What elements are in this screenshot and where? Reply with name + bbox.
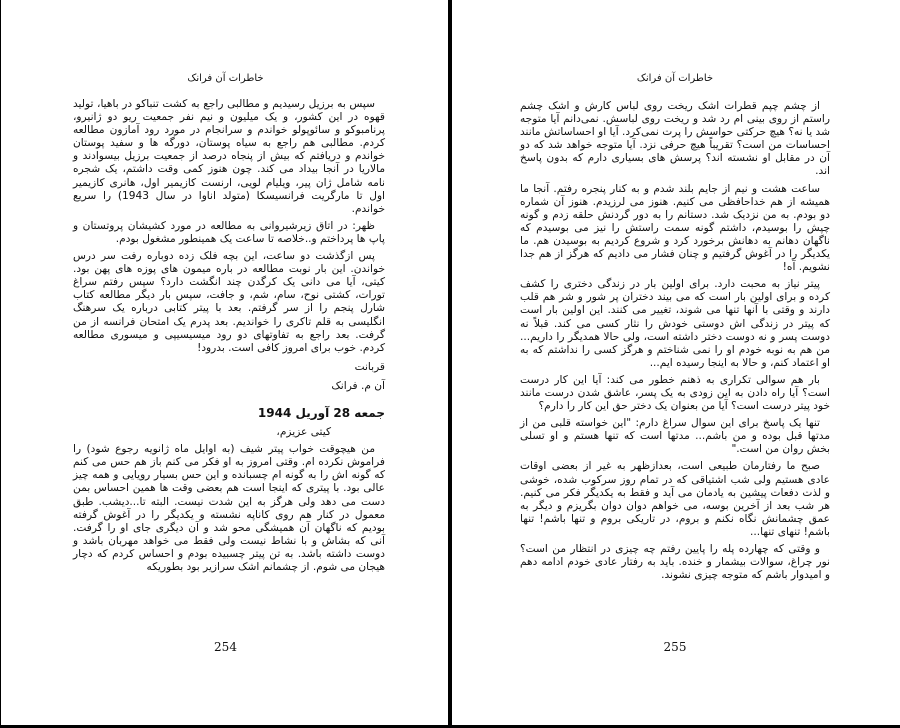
signature: آن م. فرانک (331, 379, 385, 392)
page-number: 254 (214, 640, 237, 654)
book-spine-divider (448, 0, 452, 728)
paragraph: و وقتی که چهارده پله را پایین رفتم چه چیزی در انتظار من است؟ نور چراغ، سوالات بیشمار و خنده. باید به رفتار عادی خودم ادامه دهم و امیدوار باشم که متوجه چیزی نشوند. (520, 543, 830, 582)
closing: قربانت (354, 360, 385, 373)
paragraph: بار هم سوالی تکراری به ذهنم خطور می کند: آیا این کار درست است؟ آیا راه دادن به این زودی به یک پسر، عاشق شدن درست مانند خود پیتر درست است؟ آیا من بعنوان یک دختر حق این کار را دارم؟ (520, 373, 830, 413)
paragraph: تنها یک پاسخ برای این سوال سراغ دارم: "این خواسته قلبی من از مدتها قبل بوده و من باشم... مدتها است که تنها هستم و او تسلی بخش روان من است." (520, 417, 830, 456)
paragraph: سپس به برزیل رسیدیم و مطالبی راجع به کشت تنباکو در باهیا، تولید قهوه در این کشور، و یک میلیون و نیم نفر جمعیت ریو دو ژانیرو، پرنامبوکو و سائوپولو خواندم و سرانجام در مورد رود آمازون مطالعه کردم. مطالبی هم راجع به سیاه پوستان، دورگه ها و سفید پوستان خواندم و دریافتم که بیش از پنجاه درصد از جمعیت برزیل بیسوادند و مالاریا در آنجا بیداد می کند. چون هنوز کمی وقت داشتم، یک شجره نامه شامل ژان پیر، ویلیام لویی، ارنست کازیمیر اول، هانری کازیمیر اول تا مارگریت فرانسیسکا (متولد اناوا در سال 1943) را سریع خواندم. (73, 98, 385, 215)
paragraph: پس ازگذشت دو ساعت، این بچه فلک زده دوباره رفت سر درس خواندن. این بار نوبت مطالعه در باره میمون های پوزه های پهن بود. کیتی، آیا می دانی یک کرگدن چند انگشت دارد؟ سپس رفتم سراغ تورات، کشتی نوح، سام، شم، و جافت، سپس بار دیگر مطالعه کتاب شارل پنجم را از سر گرفتم. بعد با پیتر کتابی درباره یک سرهنگ انگلیسی به قلم تاکری را خواندیم. بعد پدرم یک امتحان فرانسه از من گرفت. بعد راجع به تفاوتهای دو رود میسیسیپی و میسوری مطالعه کردم. خوب برای امروز کافی است. بدرود! (73, 250, 385, 354)
paragraph: ساعت هشت و نیم از جایم بلند شدم و به کنار پنجره رفتم. آنجا ما همیشه از هم خداحافظی می کنیم. هنوز می لرزیدم. هنوز آن شماره دو بودم. به من نزدیک شد. دستانم را به دور گردنش حلقه زدم و گونه چپش را بوسیدم، داشتم گونه سمت راستش را نیز می بوسیدم که ناگهان دهانم به دهانش برخورد کرد و شروع کردیم به بوسیدن هم. ما یکدیگر را در آغوش گرفتیم و چنان فشار می دادیم که هرگز از هم جدا نشویم. آه! (520, 182, 830, 274)
salutation: کیتی عزیزم، (276, 426, 331, 439)
paragraph: ظهر: در اتاق زیرشیروانی به مطالعه در مورد کشیشان پروتستان و پاپ ها پرداختم و..خلاصه تا ساعت یک همینطور مشغول بودم. (73, 219, 385, 245)
paragraph: از چشم چپم قطرات اشک ریخت روی لباس کارش و اشک چشم راستم از روی بینی ام رد شد و ریخت روی لباسش. نمی‌دانم آیا متوجه شد یا نه؟ هیچ حرکتی حواسش را پرت نمی‌کرد. آیا او احساساتش مانند احساسات من است؟ تقریباً هیچ حرفی نزد. آیا متوجه خواهد شد که دو آن در مقابل او نشسته اند؟ پرسش های بسیاری دارم که بدون پاسخ اند. (520, 100, 830, 178)
paragraph: صبح ما رفتارمان طبیعی است، بعدازظهر به غیر از بعضی اوقات عادی هستیم ولی شب اشتیاقی که در تمام روز سرکوب شده، خوشی و لذت دفعات پیشین به یادمان می آید و فقط به یکدیگر فکر می کنیم. هر شب بعد از آخرین بوسه، می خواهم دوان دوان بگریزم و دیگر به عمق چشمانش نگاه نکنم و بروم، در تاریکی بروم و تنها باشم! تنها باشم! تنهای تنها... (520, 460, 830, 538)
right-page (450, 0, 900, 728)
running-header: خاطرات آن فرانک (636, 73, 714, 84)
paragraph: من هیچوقت خواب پیتر شیف (به اوایل ماه ژانویه رجوع شود) را فراموش نکرده ام. وقتی امروز به او فکر می کنم باز هم حس می کنم که گونه اش را به گونه ام چسبانده و این حس بسیار رویایی و همه چیز عالی بود. با پیتری که اینجا است هم بعضی وقت ها همین احساس بمن دست می دهد ولی هرگز به این شدت نیست. البته تا...دیشب. طبق معمول در کنار هم روی کاناپه نشسته و یکدیگر را در آغوش گرفته بودیم که ناگهان آن همیشگی محو شد و آن دیگری جای او را گرفت. آنی که بشاش و با نشاط نیست ولی فقط می خواهد مهربان باشد و دوست داشته باشد. به تن پیتر چسبیده بودم و احساس کردم که دچار هیجان می شوم. از چشمانم اشک سرازیر بود بطوریکه (73, 443, 385, 573)
page-body (520, 100, 830, 586)
running-header: خاطرات آن فرانک (187, 73, 264, 84)
page-number: 255 (663, 640, 687, 654)
page-body (73, 98, 385, 578)
entry-date-heading: جمعه 28 آوریل 1944 (257, 405, 385, 420)
paragraph: پیتر نیاز به محبت دارد. برای اولین بار در زندگی دختری را کشف کرده و برای اولین بار است که می بیند دختران پر شور و شر هم قلب دارند و وقتی با آنها تنها می شوند، تغییر می کنند. این اولین بار است که پیتر در زندگی اش دوستی خودش را نثار کسی می کند. قبلاً نه دوست پسر و نه دوست دختر داشته است، ولی حالا همدیگر را داریم... من هم به نوبه خودم او را نمی شناختم و هرگز کسی را نداشتم که به او اعتماد کنم، و حالا به اینجا رسیده ایم... (520, 278, 830, 369)
